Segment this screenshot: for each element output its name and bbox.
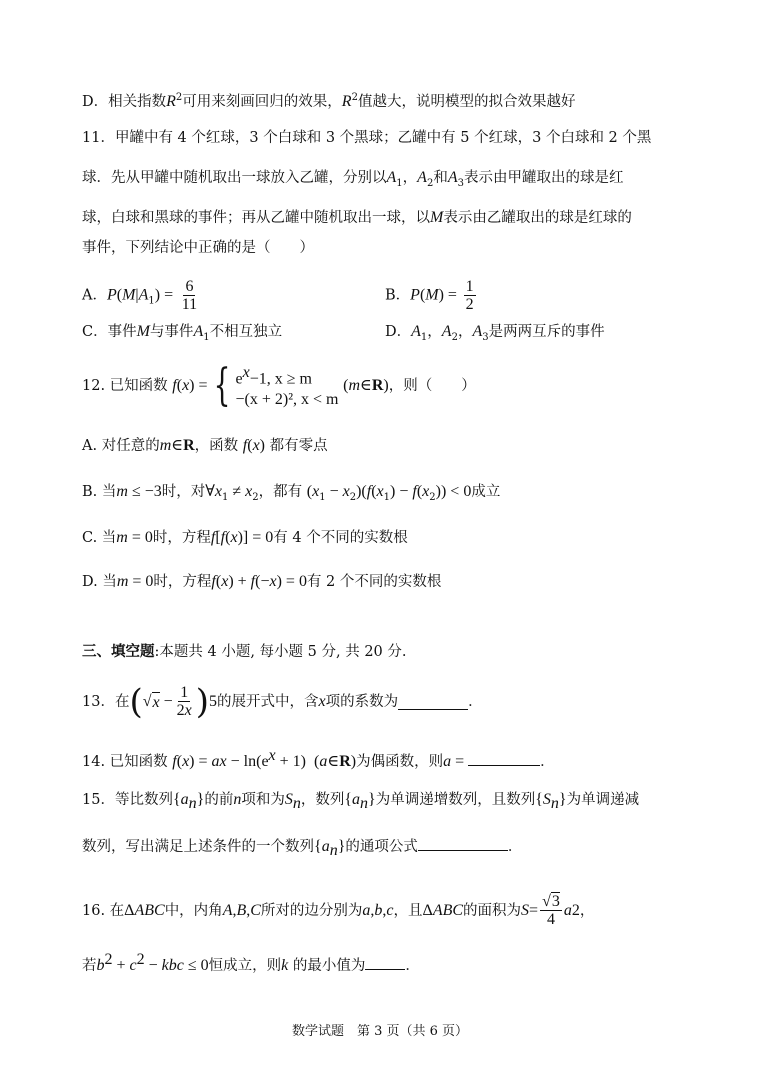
q11-stem-line1: 11．甲罐中有 4 个红球，3 个白球和 3 个黑球；乙罐中有 5 个红球，3 个白球和 2 个黑: [82, 130, 652, 146]
q15-answer-blank[interactable]: [418, 836, 508, 851]
page-footer: 数学试题 第 3 页（共 6 页）: [291, 1024, 469, 1039]
q11-option-c: C．事件M与事件$A_1$不相互独立: [82, 323, 283, 343]
brace-symbol: {: [213, 360, 230, 412]
section3-heading: 三、填空题:本题共 4 小题, 每小题 5 分, 共 20 分.: [82, 643, 407, 660]
q11-option-a: A．$P(M|A_1)$ = $\frac{6}{11}$: [82, 278, 198, 313]
q12-option-a: A. 对任意的m∈R，函数 f(x) 都有零点: [82, 437, 328, 454]
q12-option-c: C. 当m = 0时，方程f[f(x)] = 0有 4 个不同的实数根: [82, 529, 408, 546]
q12-option-b: B. 当m ≤ −3时，对$\forall x_1 \ne x_2$，都有 $(x_1 - x_2)(f(x_1) - f(x_2)) < 0$成立: [82, 483, 501, 503]
q12-option-d: D. 当m = 0时，方程f(x) + f(−x) = 0有 2 个不同的实数根: [82, 573, 442, 590]
q11-stem-line2: 球．先从甲罐中随机取出一球放入乙罐，分别以$A_1$，$A_2$和$A_3$表示由甲罐取出的球是红: [82, 169, 624, 189]
q16-line2: 若$b^2 + c^2$ − kbc ≤ 0恒成立，则k 的最小值为 ．: [82, 951, 420, 974]
q13: 13．在 ( √ x − $\frac{1}{2x}$ ) 5 的展开式中，含 x 项的系数为 ．: [82, 682, 483, 722]
q11-stem-line3: 球，白球和黑球的事件；再从乙罐中随机取出一球，以M表示由乙罐取出的球是红球的: [82, 209, 632, 226]
q16-answer-blank[interactable]: [365, 955, 405, 970]
q11-option-d: D．$A_1$，$A_2$，$A_3$是两两互斥的事件: [385, 323, 605, 343]
q11-option-b: B．P(M) = $\frac{1}{2}$: [385, 278, 474, 313]
q14-answer-blank[interactable]: [468, 751, 540, 766]
q14: 14. 已知函数 f(x) = ax − $\ln(e^x + 1)$ (a∈R)为偶函数，则a = ．: [82, 747, 555, 770]
q15-line1: 15．等比数列$\{a_n\}$的前n项和为$S_n$，数列$\{a_n\}$为单调递增数列，且数列$\{S_n\}$为单调递减: [82, 791, 640, 812]
q15-line2: 数列，写出满足上述条件的一个数列$\{a_n\}$的通项公式 ．: [82, 838, 523, 859]
q13-answer-blank[interactable]: [398, 695, 468, 710]
q16-line1: 16. 在 Δ ABC 中，内角 A , B , C 所对的边分别为 a , b , c ，且 Δ ABC 的面积为 S = $\frac{√3}{4}$ a 2 ，: [82, 893, 595, 928]
q11-stem-line4: 事件，下列结论中正确的是（ ）: [82, 240, 314, 256]
q10-option-d: D．相关指数$R^2$可用来刻画回归的效果，$R^2$值越大，说明模型的拟合效果越好: [82, 92, 576, 110]
q12-stem: 12. 已知函数 f ( x ) = { $e^x-1$, x ≥ m −(x + 2)², x < m ( m ∈ R ) ，则（ ）: [82, 360, 476, 412]
